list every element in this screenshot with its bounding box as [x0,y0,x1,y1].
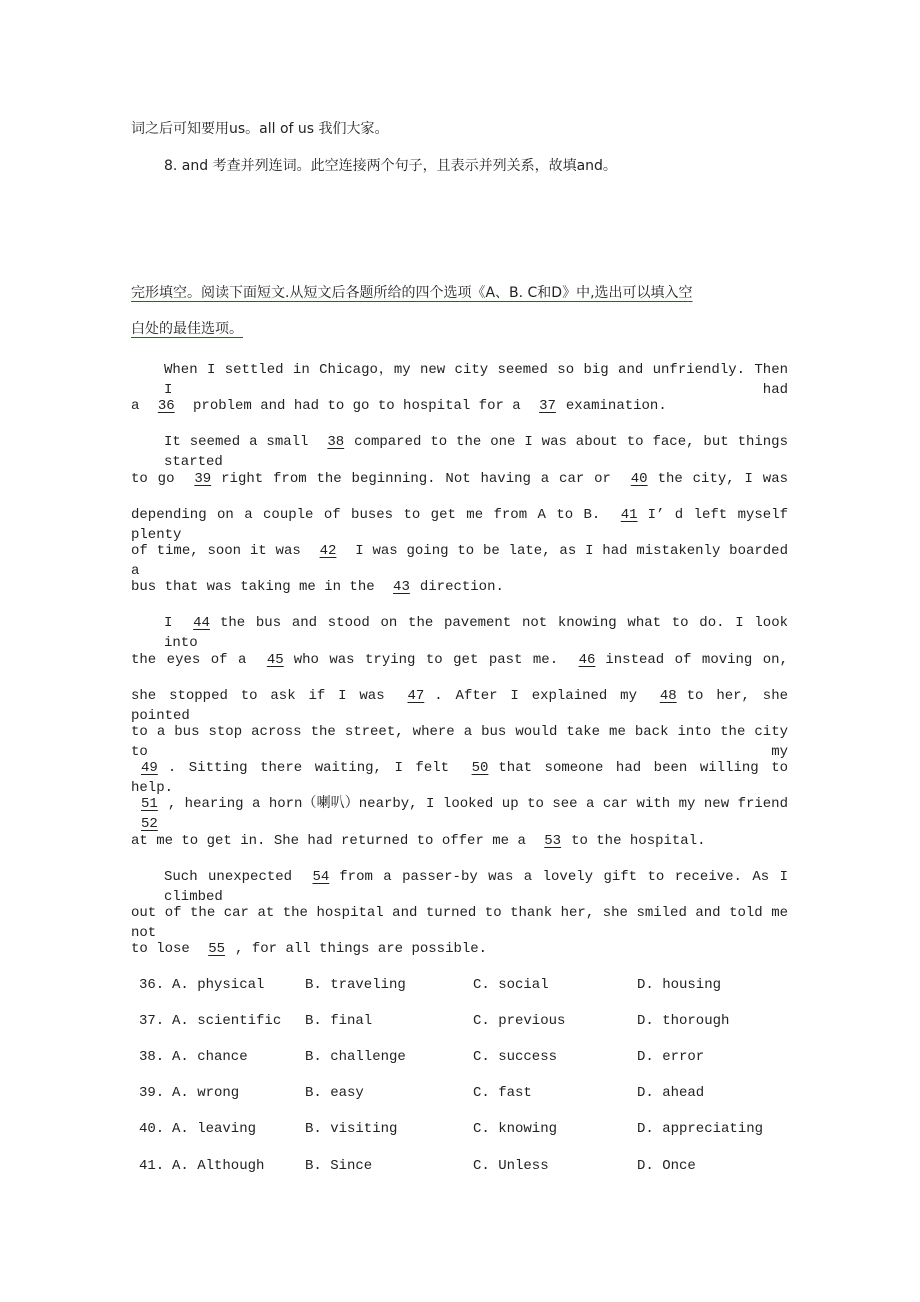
blank-48[interactable]: 48 [659,687,677,704]
passage-text: compared to the one I was about to face, but things started [164,434,788,471]
blank-46[interactable]: 46 [578,651,596,668]
section-heading: 完形填空。阅读下面短文.从短文后各题所给的四个选项《A、B. C和D》中,选出可以填入空 [131,285,693,301]
passage-text: a [131,398,148,415]
passage-text: . Sitting there waiting, I felt [167,760,462,777]
passage-line [131,794,788,833]
passage-text: I was going to be late, as I had mistakenly boarded a [131,543,788,579]
blank-47[interactable]: 47 [407,687,425,704]
passage-text: bus that was taking me in the [131,579,384,596]
passage-text: problem and had to go to hospital for a [184,398,530,415]
blank-41[interactable]: 41 [620,506,638,523]
blank-45[interactable]: 45 [266,651,284,668]
option-d[interactable]: D. Once [637,1157,696,1174]
passage-line [131,686,788,724]
passage-text: to go [131,470,185,487]
passage-line [131,831,788,851]
section-heading-cont: 白处的最佳选项。 [131,321,243,337]
question-number: 37. [139,1013,165,1030]
question-number: 36. [139,977,165,993]
passage-line [164,867,788,905]
passage-text: the city, I was [657,470,788,487]
blank-53[interactable]: 53 [544,832,562,849]
passage-line [131,722,788,760]
passage-text: Such unexpected [164,868,303,885]
passage-line [131,939,788,959]
option-b[interactable]: B. challenge [305,1049,406,1066]
option-a[interactable]: A. scientific [172,1013,282,1030]
option-c[interactable]: C. success [473,1049,558,1066]
option-a[interactable]: A. Although [172,1157,265,1174]
blank-42[interactable]: 42 [319,543,337,559]
passage-text: It seemed a small [164,434,318,451]
blank-36[interactable]: 36 [157,398,175,415]
blank-39[interactable]: 39 [194,470,212,487]
blank-38[interactable]: 38 [327,434,345,451]
option-d[interactable]: D. ahead [637,1085,705,1102]
blank-43[interactable]: 43 [393,579,410,596]
passage-text: . After I explained my [434,687,650,704]
passage-text: I [164,615,184,632]
passage-line [164,360,788,398]
passage-text: direction. [419,579,504,596]
blank-50[interactable]: 50 [471,760,489,777]
passage-line [131,758,789,797]
passage-line [131,396,788,416]
blank-52[interactable]: 52 [141,816,158,833]
blank-49[interactable]: 49 [141,760,158,777]
passage-line [164,613,788,652]
option-a[interactable]: A. chance [172,1049,248,1066]
option-b[interactable]: B. traveling [305,977,406,993]
passage-line [131,505,788,543]
option-c[interactable]: C. fast [473,1085,532,1102]
option-c[interactable]: C. Unless [473,1157,549,1174]
passage-text: from a passer-by was a lovely gift to receive. As I climbed [164,868,788,905]
passage-text: When I settled in Chicago，my new city seemed so big and unfriendly. Then I had [164,362,788,398]
passage-line [131,541,788,579]
passage-text: depending on a couple of buses to get me from A to B. [131,506,611,523]
passage-text: to a bus stop across the street, where a bus would take me back into the city to my [131,724,788,760]
passage-text: examination. [565,398,667,415]
passage-text: right from the beginning. Not having a car or [221,470,621,487]
question-number: 38. [139,1049,165,1066]
blank-44[interactable]: 44 [193,615,210,632]
passage-text: to her, she pointed [131,687,788,724]
passage-text: to lose [131,941,199,958]
option-a[interactable]: A. physical [172,977,265,993]
question-number: 41. [139,1157,165,1174]
previous-answer-line: 词之后可知要用us。all of us 我们大家。 [131,121,389,137]
answer-explanation-8: 8. and 考查并列连词。此空连接两个句子，且表示并列关系，故填and。 [164,158,617,174]
question-number: 39. [139,1085,165,1102]
option-b[interactable]: B. final [305,1013,373,1030]
option-d[interactable]: D. error [637,1049,705,1066]
blank-40[interactable]: 40 [630,470,648,487]
option-c[interactable]: C. social [473,977,549,993]
passage-text: the bus and stood on the pavement not knowing what to do. I look into [164,615,788,652]
passage-text: she stopped to ask if I was [131,687,398,704]
option-c[interactable]: C. previous [473,1013,566,1030]
passage-text: , hearing a horn（喇叭）nearby, I looked up to see a car with my new friend [167,796,788,813]
blank-51[interactable]: 51 [141,796,158,813]
passage-text: , for all things are possible. [235,941,488,958]
option-a[interactable]: A. leaving [172,1121,257,1138]
option-b[interactable]: B. Since [305,1157,373,1174]
option-a[interactable]: A. wrong [172,1085,240,1102]
blank-37[interactable]: 37 [539,398,556,415]
passage-text: of time, soon it was [131,543,310,559]
passage-text: at me to get in. She had returned to offer me a [131,832,535,849]
passage-text: who was trying to get past me. [293,651,569,668]
question-number: 40. [139,1121,165,1138]
passage-line [131,577,788,597]
passage-line [131,903,788,941]
passage-text: the eyes of a [131,651,257,668]
passage-line [131,469,788,489]
passage-text: that someone had been willing to help. [131,760,789,797]
passage-text: to the hospital. [571,832,706,849]
passage-line [131,650,788,670]
option-c[interactable]: C. knowing [473,1121,558,1138]
option-d[interactable]: D. appreciating [637,1121,764,1138]
blank-55[interactable]: 55 [208,941,226,958]
blank-54[interactable]: 54 [312,868,330,885]
passage-line [164,432,788,471]
passage-text: I’ d left myself plenty [131,506,788,543]
option-b[interactable]: B. easy [305,1085,364,1102]
passage-text: instead of moving on, [605,651,788,668]
passage-text: out of the car at the hospital and turned to thank her, she smiled and told me not [131,905,788,941]
option-b[interactable]: B. visiting [305,1121,398,1138]
option-d[interactable]: D. housing [637,977,722,993]
option-d[interactable]: D. thorough [637,1013,730,1030]
